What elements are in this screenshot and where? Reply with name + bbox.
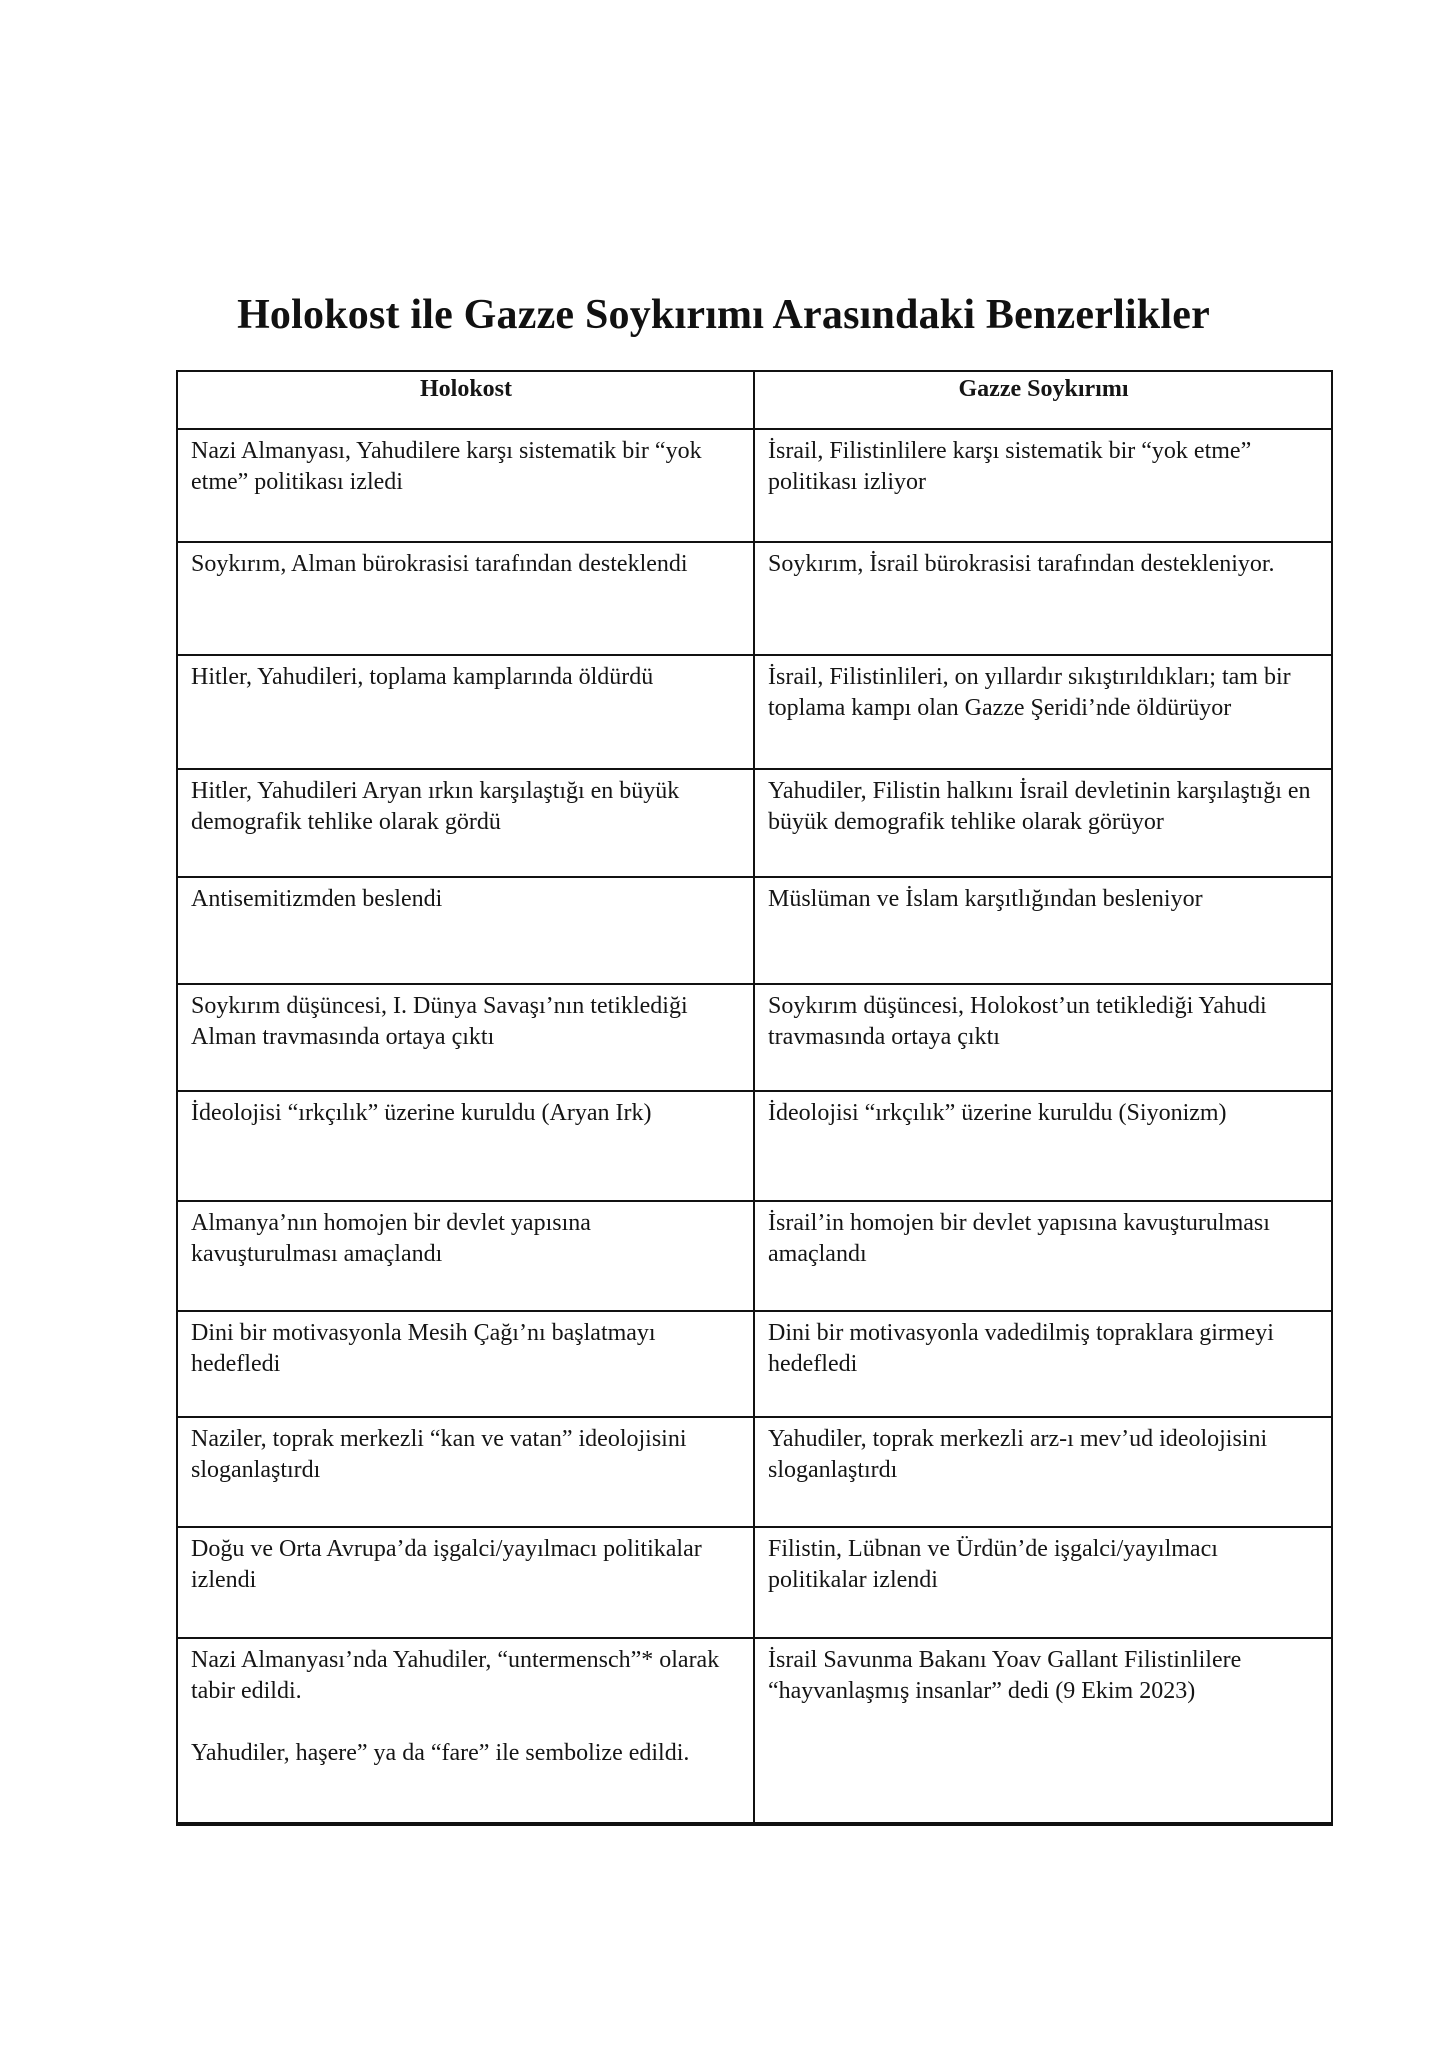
cell-text: İsrail’in homojen bir devlet yapısına kavuşturulması amaçlandı: [768, 1210, 1270, 1267]
cell-text: İdeolojisi “ırkçılık” üzerine kuruldu (Siyonizm): [768, 1100, 1227, 1126]
cell-text: Dini bir motivasyonla vadedilmiş topraklara girmeyi hedefledi: [768, 1320, 1274, 1377]
cell-holokost: [177, 429, 754, 542]
cell-text: Hitler, Yahudileri Aryan ırkın karşılaştığı en büyük demografik tehlike olarak gördü: [191, 778, 680, 835]
table-row: [177, 877, 1332, 984]
cell-text: Müslüman ve İslam karşıtlığından besleniyor: [768, 886, 1203, 912]
cell-holokost: [177, 1638, 754, 1824]
cell-gazze: [754, 769, 1332, 877]
cell-holokost: [177, 542, 754, 655]
cell-text: Doğu ve Orta Avrupa’da işgalci/yayılmacı politikalar izlendi: [191, 1536, 702, 1593]
cell-holokost: [177, 1311, 754, 1417]
cell-text: Almanya’nın homojen bir devlet yapısına kavuşturulması amaçlandı: [191, 1210, 591, 1267]
cell-gazze: [754, 1091, 1332, 1201]
cell-holokost: [177, 1527, 754, 1638]
cell-text: Dini bir motivasyonla Mesih Çağı’nı başlatmayı hedefledi: [191, 1320, 656, 1377]
cell-gazze: [754, 1527, 1332, 1638]
cell-holokost: [177, 1091, 754, 1201]
cell-gazze: [754, 1201, 1332, 1311]
cell-gazze: [754, 984, 1332, 1091]
cell-text: Naziler, toprak merkezli “kan ve vatan” ideolojisini sloganlaştırdı: [191, 1426, 687, 1483]
cell-text: Nazi Almanyası, Yahudilere karşı sistematik bir “yok etme” politikası izledi: [191, 438, 702, 495]
table-row: [177, 984, 1332, 1091]
cell-text: Antisemitizmden beslendi: [191, 886, 443, 912]
cell-text: Yahudiler, toprak merkezli arz-ı mev’ud ideolojisini sloganlaştırdı: [768, 1426, 1268, 1483]
cell-text: Yahudiler, Filistin halkını İsrail devletinin karşılaştığı en büyük demografik tehlike olarak görüyor: [768, 778, 1311, 835]
cell-text: İsrail Savunma Bakanı Yoav Gallant Filistinlilere “hayvanlaşmış insanlar” dedi (9 Ekim 2023): [768, 1647, 1242, 1704]
table-row: [177, 1091, 1332, 1201]
cell-text: Nazi Almanyası’nda Yahudiler, “untermensch”* olarak tabir edildi.: [191, 1647, 720, 1704]
cell-text: İdeolojisi “ırkçılık” üzerine kuruldu (Aryan Irk): [191, 1100, 652, 1126]
cell-holokost: [177, 1417, 754, 1527]
cell-text: Soykırım, Alman bürokrasisi tarafından desteklendi: [191, 551, 688, 577]
cell-text: Soykırım düşüncesi, I. Dünya Savaşı’nın tetiklediği Alman travmasında ortaya çıktı: [191, 993, 688, 1050]
cell-holokost: [177, 769, 754, 877]
table-row: [177, 1417, 1332, 1527]
table-body: [177, 429, 1332, 1824]
table-row: [177, 1638, 1332, 1824]
cell-holokost: [177, 984, 754, 1091]
column-header-holokost: Holokost: [177, 371, 754, 429]
cell-gazze: [754, 1638, 1332, 1824]
cell-gazze: [754, 429, 1332, 542]
cell-text: Filistin, Lübnan ve Ürdün’de işgalci/yayılmacı politikalar izlendi: [768, 1536, 1218, 1593]
cell-text: İsrail, Filistinlileri, on yıllardır sıkıştırıldıkları; tam bir toplama kampı olan Gazze Şeridi’nde öldürüyor: [768, 664, 1291, 721]
table-row: [177, 542, 1332, 655]
table-row: [177, 429, 1332, 542]
table-row: [177, 1527, 1332, 1638]
document-title: Holokost ile Gazze Soykırımı Arasındaki Benzerlikler: [237, 292, 1210, 339]
column-header-gazze: Gazze Soykırımı: [754, 371, 1332, 429]
cell-holokost: [177, 655, 754, 769]
table-header-row: [177, 371, 1332, 429]
cell-text: Soykırım düşüncesi, Holokost’un tetiklediği Yahudi travmasında ortaya çıktı: [768, 993, 1267, 1050]
cell-text: Yahudiler, haşere” ya da “fare” ile sembolize edildi.: [191, 1740, 690, 1766]
table-row: [177, 1311, 1332, 1417]
cell-holokost: [177, 877, 754, 984]
comparison-table: [176, 370, 1333, 1826]
cell-text: Hitler, Yahudileri, toplama kamplarında öldürdü: [191, 664, 654, 690]
cell-holokost: [177, 1201, 754, 1311]
cell-gazze: [754, 877, 1332, 984]
cell-gazze: [754, 542, 1332, 655]
table-row: [177, 769, 1332, 877]
cell-gazze: [754, 1311, 1332, 1417]
cell-gazze: [754, 1417, 1332, 1527]
cell-text: İsrail, Filistinlilere karşı sistematik bir “yok etme” politikası izliyor: [768, 438, 1252, 495]
cell-text: Soykırım, İsrail bürokrasisi tarafından destekleniyor.: [768, 551, 1275, 577]
table-row: [177, 655, 1332, 769]
table-row: [177, 1201, 1332, 1311]
cell-gazze: [754, 655, 1332, 769]
